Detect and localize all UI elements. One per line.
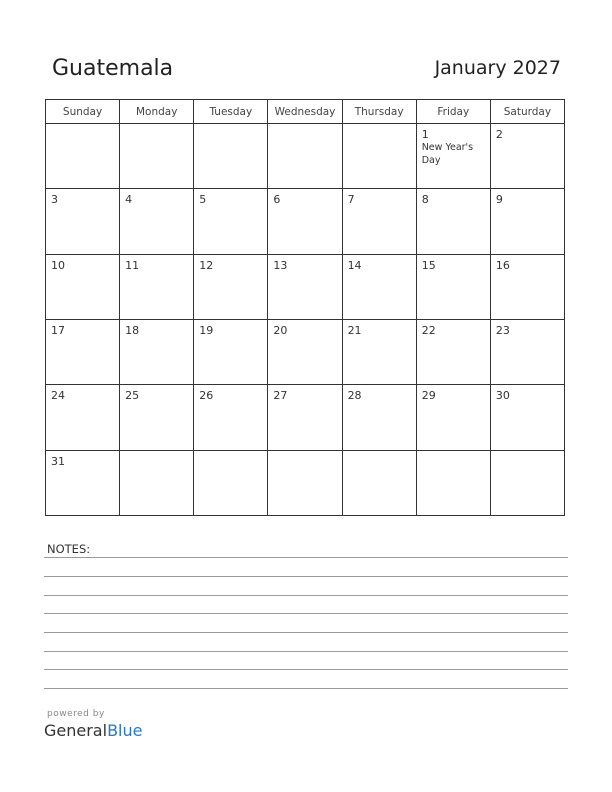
weekday-header: Monday xyxy=(120,100,194,124)
note-line xyxy=(44,688,568,689)
calendar-day-cell xyxy=(120,319,194,384)
day-number: 24 xyxy=(51,389,65,403)
calendar-grid xyxy=(45,99,565,516)
calendar-day-cell xyxy=(416,450,490,515)
day-number: 29 xyxy=(421,389,436,403)
day-number: 20 xyxy=(273,323,288,337)
calendar-day-cell xyxy=(416,385,490,450)
day-number: 3 xyxy=(51,193,58,207)
day-number: 16 xyxy=(495,258,510,272)
day-number: 4 xyxy=(125,193,133,207)
day-number: 27 xyxy=(273,389,288,403)
day-number: 28 xyxy=(347,389,362,403)
calendar-country-title: Guatemala xyxy=(52,56,174,81)
calendar-body xyxy=(46,124,565,516)
weekday-header: Tuesday xyxy=(194,100,268,124)
day-number: 10 xyxy=(51,258,65,272)
calendar-week-row xyxy=(46,450,565,515)
calendar-day-cell xyxy=(416,254,490,319)
calendar-week-row xyxy=(46,319,565,384)
calendar-day-cell xyxy=(342,254,416,319)
weekday-header: Thursday xyxy=(342,100,416,124)
calendar-day-cell xyxy=(120,189,194,254)
calendar-day-cell xyxy=(342,319,416,384)
day-number: 14 xyxy=(347,258,362,272)
calendar-day-cell xyxy=(268,450,342,515)
note-line xyxy=(44,651,568,652)
day-number: 31 xyxy=(51,454,65,468)
note-line xyxy=(44,613,568,614)
calendar-day-cell xyxy=(416,189,490,254)
calendar-day-cell xyxy=(490,254,564,319)
calendar-day-cell xyxy=(194,319,268,384)
powered-by-label: powered by xyxy=(47,709,105,719)
calendar-day-cell xyxy=(268,319,342,384)
weekday-header: Saturday xyxy=(490,100,564,124)
calendar-week-row xyxy=(46,124,565,189)
calendar-day-cell xyxy=(120,385,194,450)
calendar-week-row xyxy=(46,254,565,319)
weekday-header: Sunday xyxy=(46,100,120,124)
calendar-day-cell xyxy=(120,254,194,319)
calendar-day-cell xyxy=(120,450,194,515)
calendar-day-cell xyxy=(268,385,342,450)
calendar-day-cell xyxy=(342,189,416,254)
notes-label: NOTES: xyxy=(47,542,91,556)
calendar-day-cell xyxy=(194,385,268,450)
calendar-day-cell xyxy=(490,319,564,384)
calendar-day-cell xyxy=(46,450,120,515)
day-number: 19 xyxy=(199,323,214,337)
calendar-day-cell xyxy=(490,189,564,254)
calendar-day-cell xyxy=(268,124,342,189)
note-line xyxy=(44,669,568,670)
day-number: 8 xyxy=(421,193,429,207)
brand-general: General xyxy=(44,721,108,740)
day-number: 15 xyxy=(421,258,436,272)
calendar-day-cell xyxy=(46,385,120,450)
calendar-month-title: January 2027 xyxy=(434,57,561,79)
day-number: 21 xyxy=(347,323,362,337)
day-number: 6 xyxy=(273,193,281,207)
day-number: 2 xyxy=(495,128,503,141)
calendar-day-cell xyxy=(268,189,342,254)
day-number: 1 xyxy=(421,128,429,141)
calendar-week-row xyxy=(46,385,565,450)
day-number: 23 xyxy=(495,323,510,337)
day-number: 22 xyxy=(421,323,436,337)
weekday-header: Wednesday xyxy=(268,100,342,124)
calendar-day-cell xyxy=(194,189,268,254)
note-line xyxy=(44,595,568,596)
calendar-day-cell xyxy=(46,189,120,254)
day-number: 30 xyxy=(495,389,510,403)
calendar-day-cell xyxy=(194,124,268,189)
weekday-header-row xyxy=(46,100,565,124)
day-number: 9 xyxy=(495,193,503,207)
day-number: 12 xyxy=(199,258,214,272)
calendar-day-cell xyxy=(46,124,120,189)
calendar-day-cell xyxy=(342,124,416,189)
day-number: 18 xyxy=(125,323,140,337)
day-number: 26 xyxy=(199,389,214,403)
day-number: 13 xyxy=(273,258,288,272)
calendar-day-cell xyxy=(342,450,416,515)
calendar-day-cell xyxy=(194,254,268,319)
calendar-day-cell xyxy=(490,385,564,450)
holiday-label: New Year's Day xyxy=(421,142,474,166)
note-line xyxy=(44,557,568,558)
calendar-day-cell xyxy=(120,124,194,189)
calendar-day-cell xyxy=(416,124,490,189)
day-number: 7 xyxy=(347,193,355,207)
weekday-header: Friday xyxy=(416,100,490,124)
calendar-day-cell xyxy=(268,254,342,319)
note-line xyxy=(44,576,568,577)
brand-blue: Blue xyxy=(107,721,143,740)
calendar-day-cell xyxy=(490,124,564,189)
calendar-day-cell xyxy=(416,319,490,384)
note-line xyxy=(44,632,568,633)
brand-logo[interactable] xyxy=(44,721,142,740)
day-number: 25 xyxy=(125,389,140,403)
day-number: 11 xyxy=(125,258,140,272)
calendar-day-cell xyxy=(194,450,268,515)
calendar-week-row xyxy=(46,189,565,254)
day-number: 17 xyxy=(51,323,65,337)
calendar-day-cell xyxy=(490,450,564,515)
calendar-day-cell xyxy=(46,319,120,384)
day-number: 5 xyxy=(199,193,207,207)
calendar-day-cell xyxy=(46,254,120,319)
calendar-day-cell xyxy=(342,385,416,450)
